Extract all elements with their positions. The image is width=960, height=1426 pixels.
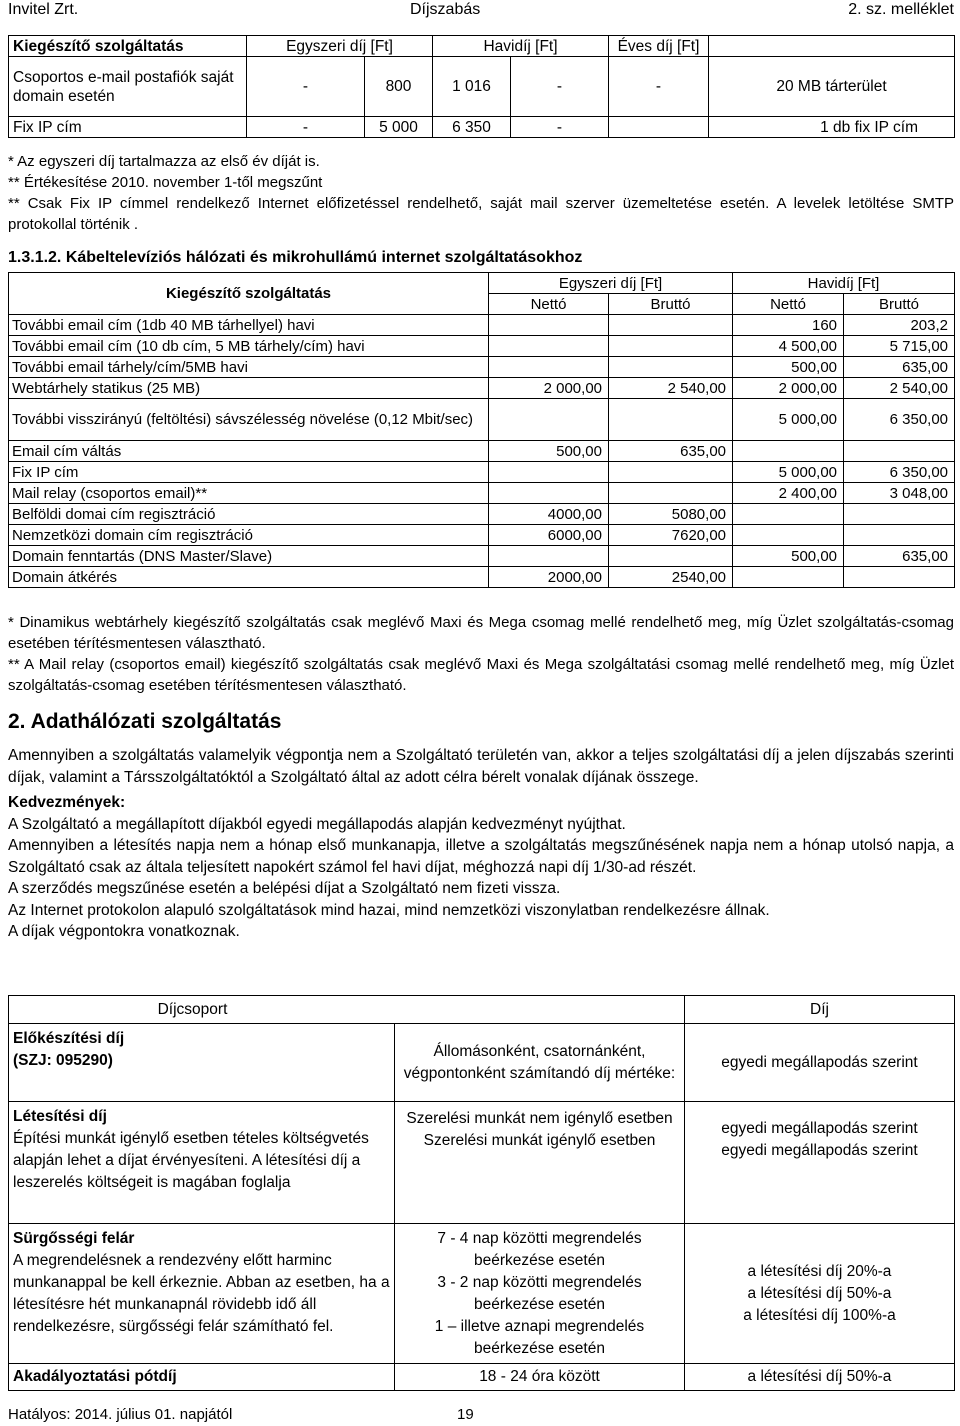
page-number: 19 — [457, 1406, 474, 1423]
cell-value: - — [511, 57, 609, 117]
cell-service: További email tárhely/cím/5MB havi — [9, 357, 489, 378]
cell-note: 20 MB tárterület — [709, 57, 955, 117]
condition-line: 7 - 4 nap közötti megrendelés beérkezése esetén — [437, 1229, 642, 1269]
cell-monthly-net: 160 — [733, 315, 844, 336]
cell-monthly-gross — [844, 504, 955, 525]
cell-monthly-net: 5 000,00 — [733, 399, 844, 441]
table-row — [9, 525, 955, 546]
cell-monthly-net: 4 500,00 — [733, 336, 844, 357]
cell-onetime-net: 6000,00 — [489, 525, 609, 546]
col-header-net: Nettó — [489, 294, 609, 315]
table-row — [9, 1224, 955, 1364]
condition-line: 1 – illetve aznapi megrendelés beérkezése esetén — [434, 1317, 645, 1357]
cell-monthly-gross: 3 048,00 — [844, 483, 955, 504]
section-heading-1312: 1.3.1.2. Kábeltelevíziós hálózati és mikrohullámú internet szolgáltatásokhoz — [8, 249, 583, 266]
table2-notes — [8, 612, 954, 696]
table-header-row — [9, 36, 955, 57]
cell-monthly-net: 2 000,00 — [733, 378, 844, 399]
table-row — [9, 117, 955, 138]
col-header-blank — [709, 36, 955, 57]
paragraph: A szerződés megszűnése esetén a belépési díjat a Szolgáltató nem fizeti vissza. — [8, 880, 561, 897]
cell-service: További email cím (10 db cím, 5 MB tárhely/cím) havi — [9, 336, 489, 357]
table-row — [9, 483, 955, 504]
note-line: ** Értékesítése 2010. november 1-től megszűnt — [8, 174, 323, 191]
cell-value: - — [511, 117, 609, 138]
cell-group: Akadályoztatási pótdíj — [9, 1364, 395, 1391]
group-desc: A megrendelésnek a rendezvény előtt harminc munkanappal be kell érkeznie. Abban az esetben, ha a létesítésre hét munkanapnál rövidebb idő áll rendelkezésre, sürgősségi felár számítható fel. — [13, 1252, 390, 1335]
note-line: ** Csak Fix IP címmel rendelkező Internet előfizetéssel rendelhető, saját mail szerver üzemeltetése esetén. A levelek letöltése SMTP protokollal történik . — [8, 195, 954, 233]
group-desc: Építési munkát igénylő esetben tételes költségvetés alapján lehet a díjat érvényesíteni. A létesítési díj a leszerelés költségeit is magában foglalja — [13, 1130, 369, 1191]
table-row — [9, 1364, 955, 1391]
cell-value: - — [247, 57, 365, 117]
cell-onetime-gross: 635,00 — [609, 441, 733, 462]
cell-fee — [685, 1224, 955, 1364]
cell-monthly-net — [733, 441, 844, 462]
col-header-onetime: Egyszeri díj [Ft] — [489, 273, 733, 294]
cell-onetime-gross — [609, 315, 733, 336]
cell-onetime-net — [489, 483, 609, 504]
cell-monthly-net: 500,00 — [733, 546, 844, 567]
cell-onetime-net: 4000,00 — [489, 504, 609, 525]
cell-service: Belföldi domai cím regisztráció — [9, 504, 489, 525]
cell-onetime-gross: 2 540,00 — [609, 378, 733, 399]
cell-monthly-net: 500,00 — [733, 357, 844, 378]
col-header-monthly: Havidíj [Ft] — [733, 273, 955, 294]
col-header-group — [9, 996, 685, 1024]
cell-monthly-gross — [844, 525, 955, 546]
col-header-service: Kiegészítő szolgáltatás — [9, 36, 247, 57]
page-header — [8, 0, 954, 24]
table-row — [9, 546, 955, 567]
cell-service: Nemzetközi domain cím regisztráció — [9, 525, 489, 546]
cell-monthly-gross: 6 350,00 — [844, 462, 955, 483]
table-row — [9, 462, 955, 483]
cell-service: Mail relay (csoportos email)** — [9, 483, 489, 504]
addon-table-cable — [8, 272, 955, 588]
table-row — [9, 1102, 955, 1224]
cell-onetime-net: 2 000,00 — [489, 378, 609, 399]
cell-value: 800 — [365, 57, 433, 117]
cell-service: Fix IP cím — [9, 117, 247, 138]
col-header-gross: Bruttó — [844, 294, 955, 315]
col-header-yearly: Éves díj [Ft] — [609, 36, 709, 57]
cell-value: 6 350 — [433, 117, 511, 138]
cell-onetime-gross: 5080,00 — [609, 504, 733, 525]
col-header-fee: Díj — [685, 996, 955, 1024]
footer-validity: Hatályos: 2014. július 01. napjától — [8, 1406, 233, 1423]
cell-monthly-net — [733, 567, 844, 588]
col-header-monthly: Havidíj [Ft] — [433, 36, 609, 57]
cell-service: Fix IP cím — [9, 462, 489, 483]
group-title: Előkészítési díj — [13, 1030, 125, 1047]
note-line: * Az egyszeri díj tartalmazza az első év díját is. — [8, 153, 320, 170]
cell-onetime-gross — [609, 546, 733, 567]
group-title: Sürgősségi felár — [13, 1230, 135, 1247]
fee-group-table — [8, 995, 955, 1391]
cell-onetime-net — [489, 357, 609, 378]
col-header-service: Kiegészítő szolgáltatás — [9, 273, 489, 315]
section-heading-2: 2. Adathálózati szolgáltatás — [8, 710, 282, 733]
cell-group — [9, 1224, 395, 1364]
cell-group — [9, 1102, 395, 1224]
cell-onetime-gross: 2540,00 — [609, 567, 733, 588]
cell-onetime-gross — [609, 357, 733, 378]
cell-service: Domain átkérés — [9, 567, 489, 588]
col-header-group-label: Díjcsoport — [157, 1000, 228, 1018]
section-2-body — [8, 745, 954, 943]
col-header-net: Nettó — [733, 294, 844, 315]
paragraph: A díjak végpontokra vonatkoznak. — [8, 923, 240, 940]
cell-value: 5 000 — [365, 117, 433, 138]
table1-notes — [8, 151, 954, 235]
cell-onetime-net — [489, 546, 609, 567]
paragraph: Amennyiben a létesítés napja nem a hónap első munkanapja, illetve a szolgáltatás megszűnésének napja nem a hónap utolsó napja, a Szolgáltató csak az általa teljesített napokért számol fel havi díjat, méghozzá napi díj 1/30-ad részét. — [8, 837, 954, 876]
cell-value: 1 016 — [433, 57, 511, 117]
cell-value: - — [609, 57, 709, 117]
cell-onetime-net: 2000,00 — [489, 567, 609, 588]
cell-onetime-net — [489, 462, 609, 483]
cell-monthly-gross: 2 540,00 — [844, 378, 955, 399]
paragraph: Az Internet protokolon alapuló szolgáltatások mind hazai, mind nemzetközi viszonylatban rendelkezésre állnak. — [8, 901, 770, 919]
table-row — [9, 441, 955, 462]
cell-service: Domain fenntartás (DNS Master/Slave) — [9, 546, 489, 567]
table-row — [9, 1024, 955, 1102]
table-row — [9, 504, 955, 525]
fee-line: a létesítési díj 20%-a — [747, 1262, 892, 1280]
header-attachment: 2. sz. melléklet — [848, 1, 954, 18]
header-doc-title: Díjszabás — [410, 1, 481, 18]
cell-fee — [685, 1102, 955, 1224]
cell-service: Webtárhely statikus (25 MB) — [9, 378, 489, 399]
fee-line: egyedi megállapodás szerint — [721, 1120, 918, 1137]
cell-onetime-net: 500,00 — [489, 441, 609, 462]
group-code: (SZJ: 095290) — [13, 1052, 113, 1069]
table-row — [9, 315, 955, 336]
table-row — [9, 357, 955, 378]
cell-monthly-net — [733, 525, 844, 546]
note-line: ** A Mail relay (csoportos email) kiegészítő szolgáltatás csak meglévő Maxi és Mega szolgáltatási csomag mellé rendelhető meg, míg Üzlet szolgáltatás-csomag esetében térítésmentesen választható. — [8, 656, 954, 694]
table-row — [9, 336, 955, 357]
cell-onetime-gross — [609, 483, 733, 504]
cell-monthly-net — [733, 504, 844, 525]
cell-condition: Állomásonként, csatornánként, végpontonként számítandó díj mértéke: — [395, 1024, 685, 1102]
condition-line: 3 - 2 nap közötti megrendelés beérkezése esetén — [437, 1273, 642, 1313]
fee-line: a létesítési díj 100%-a — [743, 1306, 896, 1324]
group-title: Létesítési díj — [13, 1108, 107, 1125]
cell-service: További visszirányú (feltöltési) sávszélesség növelése (0,12 Mbit/sec) — [9, 399, 489, 441]
cell-monthly-gross: 635,00 — [844, 357, 955, 378]
table-row — [9, 57, 955, 117]
cell-onetime-gross — [609, 399, 733, 441]
cell-monthly-gross: 635,00 — [844, 546, 955, 567]
cell-service: Csoportos e-mail postafiók saját domain esetén — [9, 57, 247, 117]
cell-fee: egyedi megállapodás szerint — [685, 1024, 955, 1102]
cell-monthly-gross: 203,2 — [844, 315, 955, 336]
cell-onetime-gross — [609, 336, 733, 357]
fee-line: egyedi megállapodás szerint — [721, 1142, 918, 1159]
table-row — [9, 378, 955, 399]
cell-onetime-net — [489, 336, 609, 357]
cell-condition: 18 - 24 óra között — [395, 1364, 685, 1391]
paragraph: A Szolgáltató a megállapított díjakból egyedi megállapodás alapján kedvezményt nyújthat. — [8, 815, 626, 833]
cell-value: - — [247, 117, 365, 138]
cell-monthly-gross — [844, 567, 955, 588]
cell-onetime-net — [489, 399, 609, 441]
subheading-discounts: Kedvezmények: — [8, 794, 126, 811]
cell-fee: a létesítési díj 50%-a — [685, 1364, 955, 1391]
cell-service: További email cím (1db 40 MB tárhellyel) havi — [9, 315, 489, 336]
cell-onetime-gross — [609, 462, 733, 483]
header-company: Invitel Zrt. — [8, 1, 79, 18]
cell-onetime-net — [489, 315, 609, 336]
cell-monthly-gross: 5 715,00 — [844, 336, 955, 357]
cell-condition — [395, 1102, 685, 1224]
cell-onetime-gross: 7620,00 — [609, 525, 733, 546]
cell-note: 1 db fix IP cím — [709, 117, 955, 138]
table-header-row — [9, 273, 955, 294]
fee-line: a létesítési díj 50%-a — [747, 1284, 892, 1302]
condition-line: Szerelési munkát nem igénylő esetben — [406, 1110, 673, 1127]
cell-monthly-net: 5 000,00 — [733, 462, 844, 483]
addon-table-email — [8, 35, 955, 138]
cell-value — [609, 117, 709, 138]
col-header-gross: Bruttó — [609, 294, 733, 315]
cell-condition — [395, 1224, 685, 1364]
cell-monthly-net: 2 400,00 — [733, 483, 844, 504]
table-row — [9, 567, 955, 588]
cell-group — [9, 1024, 395, 1102]
paragraph: Amennyiben a szolgáltatás valamelyik végpontja nem a Szolgáltató területén van, akkor a teljes szolgáltatási díj a jelen díjszabás szerinti díjak, valamint a Társszolgáltatóktól a Szolgáltató által az adott célra bérelt vonalak díjának összege. — [8, 747, 954, 786]
cell-monthly-gross — [844, 441, 955, 462]
condition-line: Szerelési munkát igénylő esetben — [423, 1132, 656, 1149]
cell-monthly-gross: 6 350,00 — [844, 399, 955, 441]
note-line: * Dinamikus webtárhely kiegészítő szolgáltatás csak meglévő Maxi és Mega csomag mellé rendelhető meg, míg Üzlet szolgáltatás-csomag esetében térítésmentesen választható. — [8, 614, 954, 652]
table-row — [9, 399, 955, 441]
cell-service: Email cím váltás — [9, 441, 489, 462]
table-header-row — [9, 996, 955, 1024]
col-header-onetime: Egyszeri díj [Ft] — [247, 36, 433, 57]
